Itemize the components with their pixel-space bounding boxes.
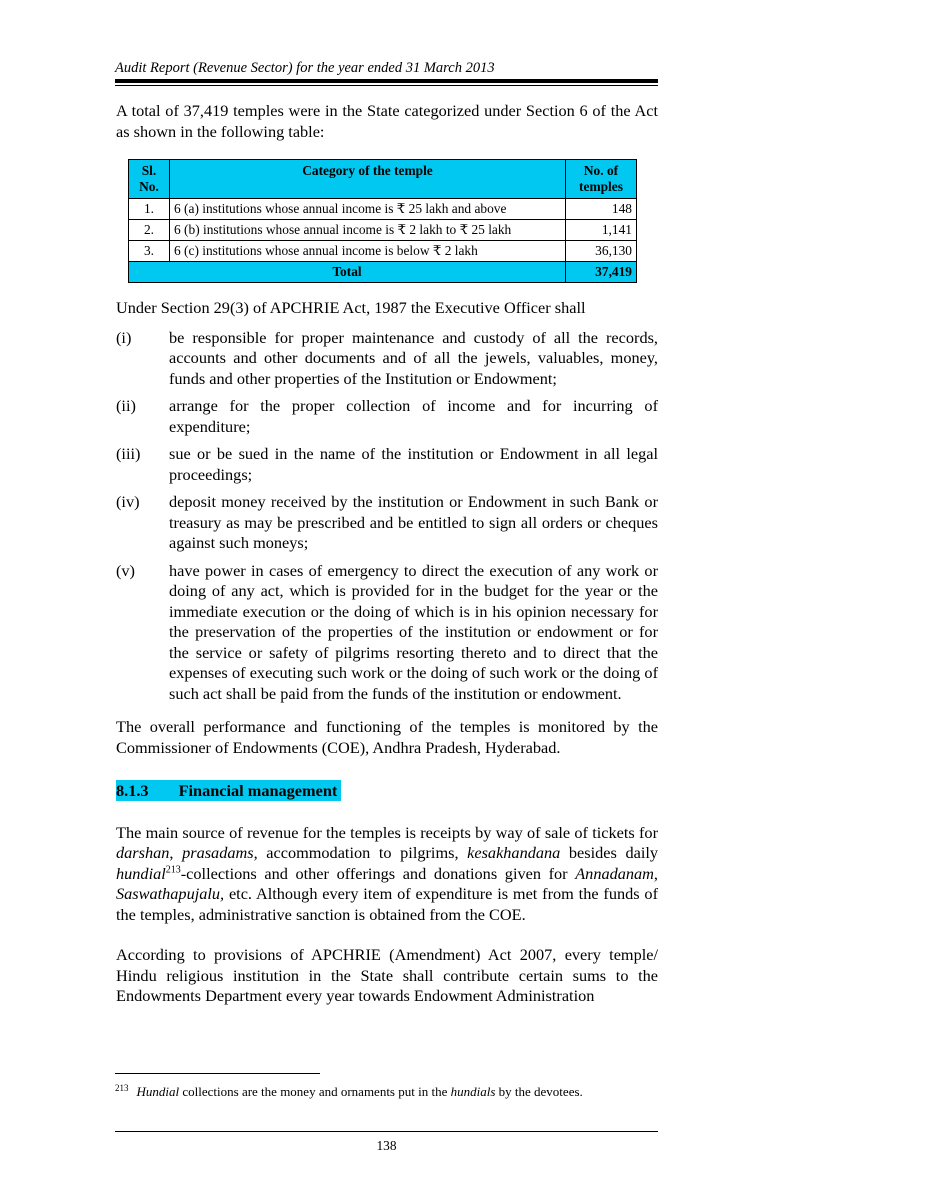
list-item-text: deposit money received by the institution or Endowment in such Bank or treasury as may be prescribed and be entitled to sign all orders or cheques against such moneys; bbox=[169, 492, 658, 552]
table-total-row bbox=[129, 262, 637, 283]
section-title: Financial management bbox=[178, 781, 338, 800]
list-item-number: (v) bbox=[116, 560, 135, 580]
section-heading-highlight bbox=[116, 780, 341, 801]
header-rule-thin bbox=[115, 85, 658, 86]
italic-term: darshan bbox=[116, 843, 170, 862]
duties-list bbox=[116, 328, 658, 705]
performance-paragraph: The overall performance and functioning of the temples is monitored by the Commissioner of Endowments (COE), Andhra Pradesh, Hyderabad. bbox=[116, 717, 658, 757]
total-value: 37,419 bbox=[566, 262, 637, 283]
text-run: , bbox=[169, 843, 183, 862]
italic-term: Annadanam bbox=[575, 863, 654, 883]
footnote-separator bbox=[115, 1073, 320, 1074]
list-item-number: (iii) bbox=[116, 444, 141, 463]
total-label: Total bbox=[129, 262, 566, 283]
section-heading bbox=[116, 781, 658, 802]
italic-term: hundial bbox=[116, 863, 166, 883]
page-body bbox=[116, 101, 658, 1007]
list-item bbox=[116, 492, 658, 554]
header-rule-thick bbox=[115, 79, 658, 83]
list-item bbox=[116, 396, 658, 437]
revenue-paragraph bbox=[116, 823, 658, 926]
italic-term: prasadams bbox=[182, 843, 254, 862]
running-header: Audit Report (Revenue Sector) for the year ended 31 March 2013 bbox=[115, 60, 495, 76]
temple-category-table bbox=[128, 159, 637, 283]
text-run: collections are the money and ornaments put in the bbox=[179, 1084, 451, 1099]
cell-sl: 1. bbox=[129, 199, 170, 220]
text-run: , bbox=[653, 863, 658, 883]
cell-count: 1,141 bbox=[566, 220, 637, 241]
list-item-number: (i) bbox=[116, 327, 132, 347]
list-item-text: arrange for the proper collection of income and for incurring of expenditure; bbox=[169, 396, 658, 436]
text-run: The main source of revenue for the temples is receipts by way of sale of tickets for bbox=[116, 822, 658, 842]
italic-term: kesakhandana bbox=[467, 843, 561, 862]
italic-term: Saswathapujalu, bbox=[116, 884, 225, 903]
text-run: by the devotees. bbox=[495, 1084, 583, 1099]
italic-term: hundials bbox=[450, 1084, 496, 1099]
intro-paragraph: A total of 37,419 temples were in the State categorized under Section 6 of the Act as shown in the following table: bbox=[116, 101, 658, 141]
footnote-reference[interactable]: 213 bbox=[165, 864, 181, 876]
col-header-count: No. of temples bbox=[566, 160, 637, 199]
cell-count: 36,130 bbox=[566, 241, 637, 262]
list-item bbox=[116, 328, 658, 390]
table-header-row bbox=[129, 160, 637, 199]
cell-sl: 3. bbox=[129, 241, 170, 262]
amendment-paragraph: According to provisions of APCHRIE (Amendment) Act 2007, every temple/ Hindu religious institution in the State shall contribute certain sums to the Endowments Department every year towards Endowment Administration bbox=[116, 945, 658, 1005]
list-item-text: sue or be sued in the name of the institution or Endowment in all legal proceedings; bbox=[169, 444, 658, 484]
section-number: 8.1.3 bbox=[116, 781, 149, 800]
cell-category: 6 (c) institutions whose annual income is below ₹ 2 lakh bbox=[170, 241, 566, 262]
text-run: besides daily bbox=[560, 843, 659, 862]
col-header-sl: Sl. No. bbox=[129, 160, 170, 199]
cell-category: 6 (a) institutions whose annual income is ₹ 25 lakh and above bbox=[170, 199, 566, 220]
list-item bbox=[116, 561, 658, 705]
list-item bbox=[116, 444, 658, 485]
col-header-category: Category of the temple bbox=[170, 160, 566, 199]
cell-count: 148 bbox=[566, 199, 637, 220]
cell-category: 6 (b) institutions whose annual income is ₹ 2 lakh to ₹ 25 lakh bbox=[170, 220, 566, 241]
list-item-text: be responsible for proper maintenance and custody of all the records, accounts and other documents and of all the jewels, valuables, money, funds and other properties of the Institution or Endowment; bbox=[169, 327, 658, 388]
footnote bbox=[115, 1084, 658, 1100]
table-row bbox=[129, 241, 637, 262]
text-run: -collections and other offerings and donations given for bbox=[180, 863, 576, 883]
cell-sl: 2. bbox=[129, 220, 170, 241]
footer-rule bbox=[115, 1131, 658, 1132]
text-run: , accommodation to pilgrims, bbox=[253, 843, 468, 862]
table-row bbox=[129, 220, 637, 241]
section29-intro: Under Section 29(3) of APCHRIE Act, 1987 the Executive Officer shall bbox=[116, 298, 586, 317]
list-item-text: have power in cases of emergency to direct the execution of any work or doing of any act, which is provided for in the budget for the year or the immediate execution or the doing of which is in his opinion necessary for the preservation of the properties of the institution or endowment or for the service or safety of pilgrims resorting thereto and to direct that the expenses of executing such work or the doing of such work or the doing of such act shall be paid from the funds of the institution or endowment. bbox=[169, 560, 658, 703]
footnote-number: 213 bbox=[115, 1082, 129, 1093]
list-item-number: (iv) bbox=[116, 492, 140, 511]
list-item-number: (ii) bbox=[116, 396, 136, 415]
text-run: etc. Although every item of expenditure is met from the funds of the temples, administrative sanction is obtained from the COE. bbox=[116, 884, 658, 924]
italic-term: Hundial bbox=[136, 1084, 180, 1099]
page-number: 138 bbox=[376, 1138, 397, 1153]
table-row bbox=[129, 199, 637, 220]
